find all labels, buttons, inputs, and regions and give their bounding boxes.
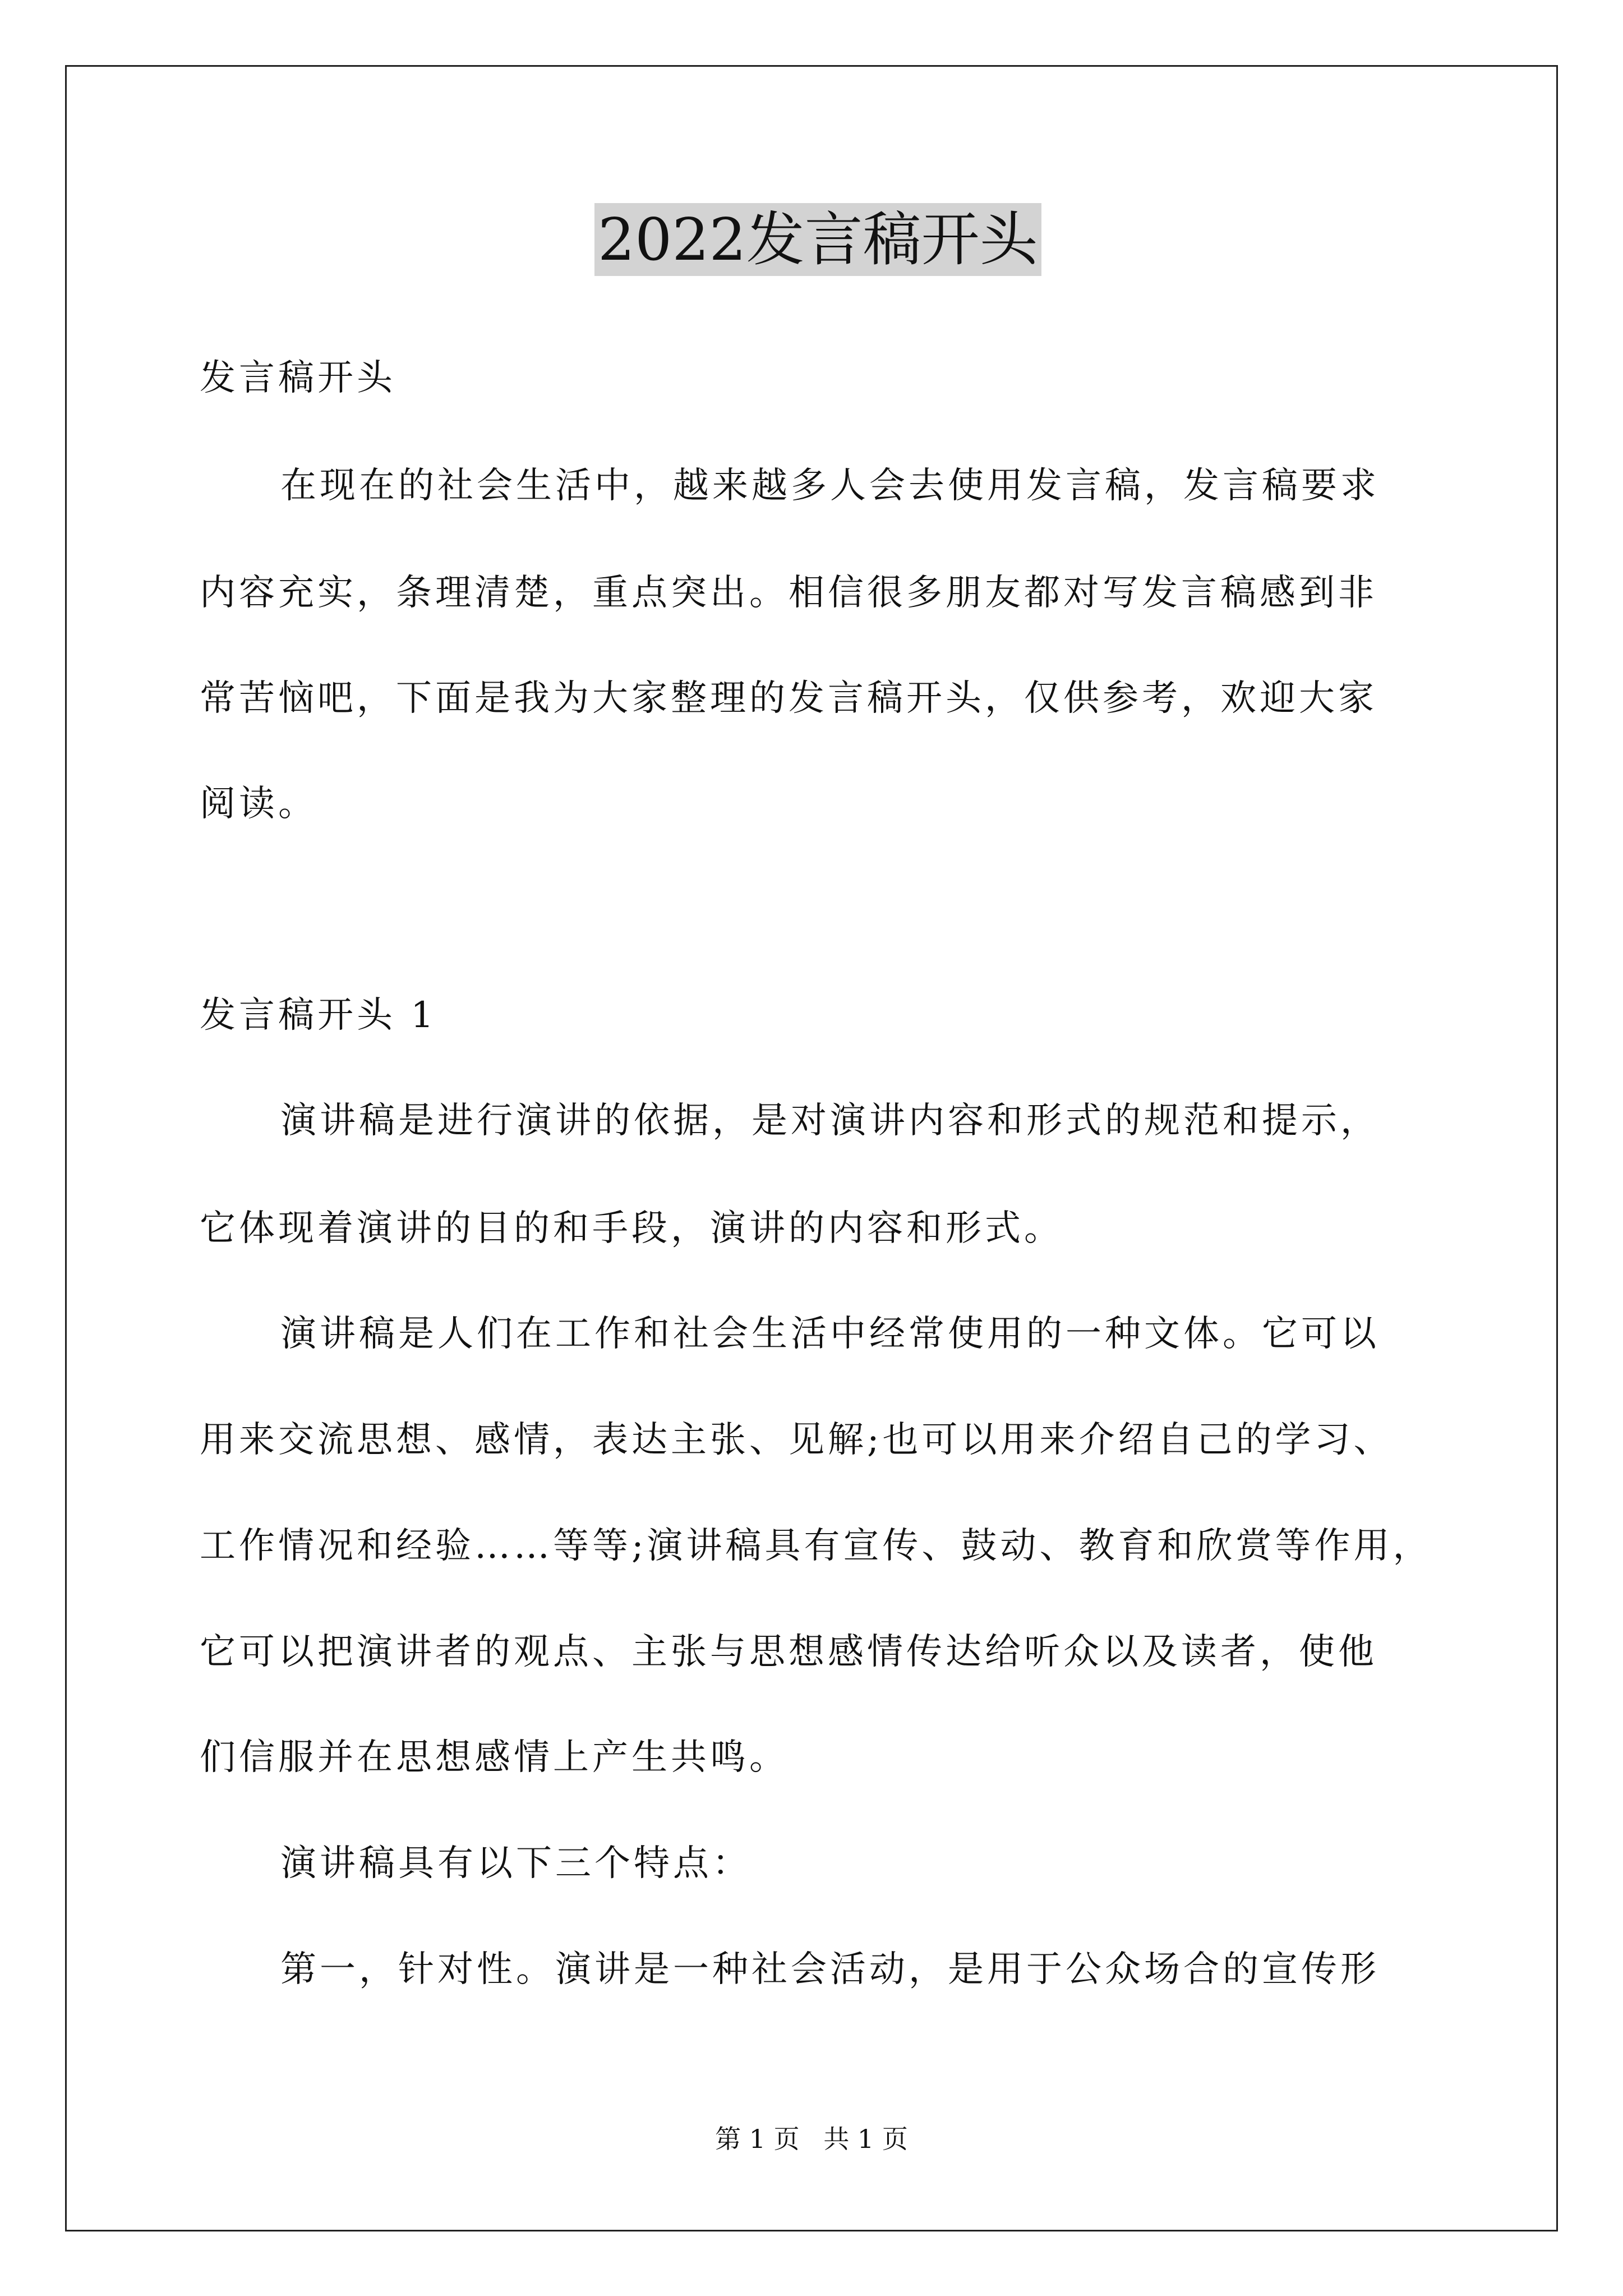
intro-line: 阅读。 [200, 783, 317, 825]
page-footer [0, 2122, 1623, 2156]
paragraph-line: 们信服并在思想感情上产生共鸣。 [200, 1737, 789, 1778]
page-total: 共 1 页 [823, 2124, 908, 2154]
paragraph-line: 它体现着演讲的目的和手段，演讲的内容和形式。 [200, 1208, 1063, 1249]
paragraph-line: 演讲稿具有以下三个特点： [280, 1843, 751, 1884]
paragraph-line: 演讲稿是人们在工作和社会生活中经常使用的一种文体。它可以 [280, 1313, 1380, 1355]
page-number: 第 1 页 [715, 2124, 800, 2154]
document-title: 2022发言稿开头 [594, 203, 1041, 276]
paragraph-line: 工作情况和经验……等等;演讲稿具有宣传、鼓动、教育和欣赏等作用， [200, 1525, 1432, 1567]
paragraph-line: 演讲稿是进行演讲的依据，是对演讲内容和形式的规范和提示， [280, 1100, 1380, 1142]
intro-line: 常苦恼吧，下面是我为大家整理的发言稿开头，仅供参考，欢迎大家 [200, 678, 1377, 719]
section-heading: 发言稿开头 [200, 357, 396, 399]
intro-line: 内容充实，条理清楚，重点突出。相信很多朋友都对写发言稿感到非 [200, 572, 1377, 614]
section-heading: 发言稿开头 1 [200, 995, 437, 1036]
intro-line: 在现在的社会生活中，越来越多人会去使用发言稿，发言稿要求 [280, 465, 1380, 507]
paragraph-line: 第一，针对性。演讲是一种社会活动，是用于公众场合的宣传形 [280, 1949, 1380, 1990]
paragraph-line: 用来交流思想、感情，表达主张、见解;也可以用来介绍自己的学习、 [200, 1419, 1393, 1461]
paragraph-line: 它可以把演讲者的观点、主张与思想感情传达给听众以及读者，使他 [200, 1631, 1377, 1673]
